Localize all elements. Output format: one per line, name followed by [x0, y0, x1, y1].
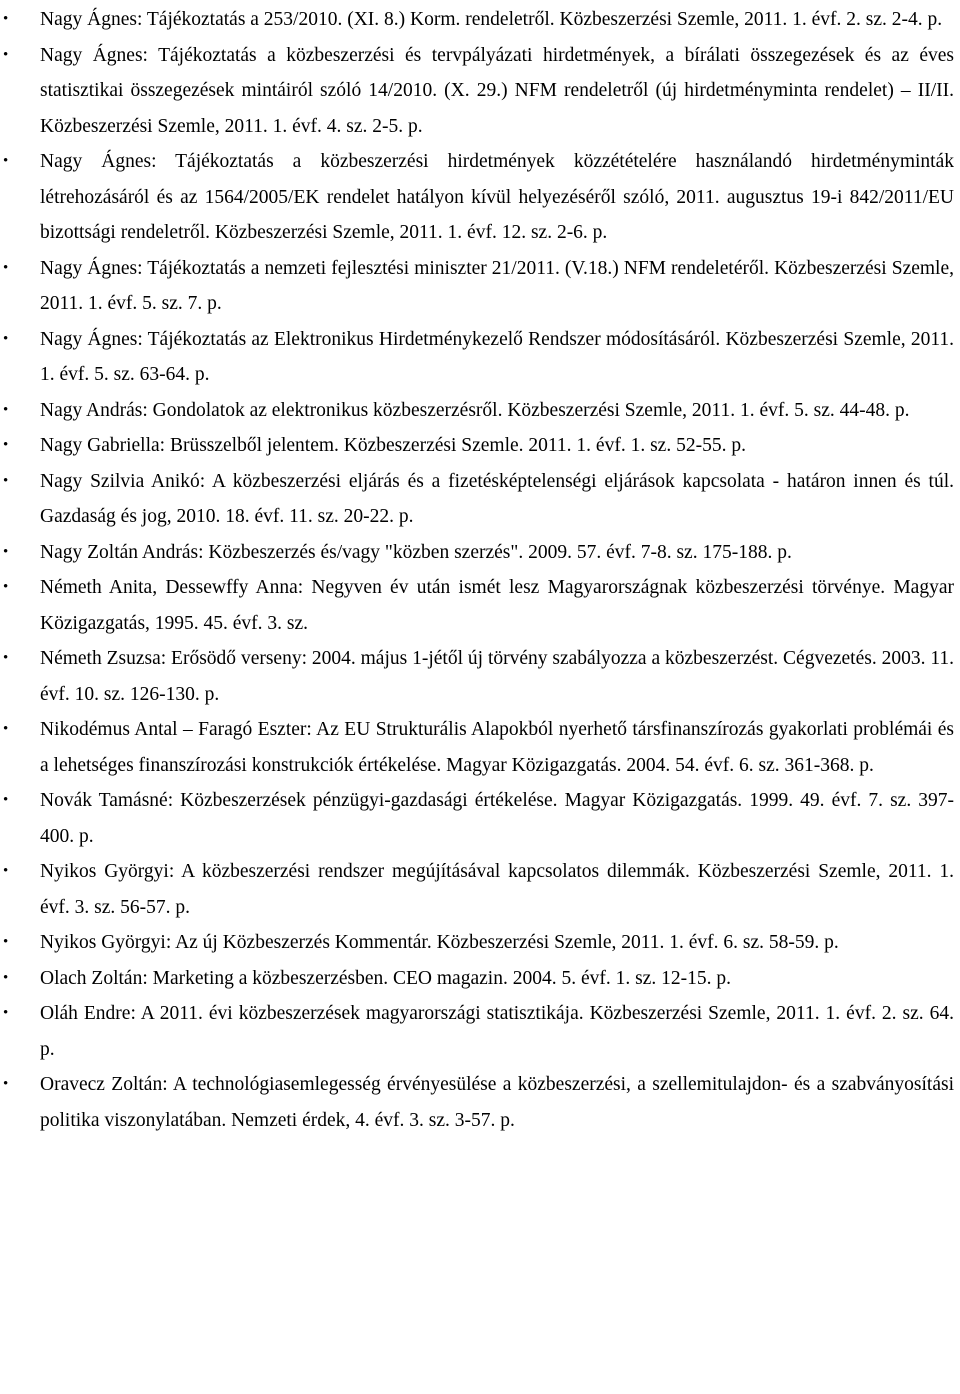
reference-text: Nyikos Györgyi: A közbeszerzési rendszer megújításával kapcsolatos dilemmák. Közbeszerzési Szemle, 2011. 1. évf. 3. sz. 56-57. p.	[40, 861, 954, 918]
reference-text: Nagy Ágnes: Tájékoztatás a 253/2010. (XI. 8.) Korm. rendeletről. Közbeszerzési Szemle, 2011. 1. évf. 2. sz. 2-4. p.	[40, 9, 943, 30]
bullet-icon: •	[3, 153, 9, 169]
reference-text: Nagy Zoltán András: Közbeszerzés és/vagy "közben szerzés". 2009. 57. évf. 7-8. sz. 175-188. p.	[40, 541, 792, 563]
list-item	[0, 854, 954, 925]
reference-text: Nagy Gabriella: Brüsszelből jelentem. Közbeszerzési Szemle. 2011. 1. évf. 1. sz. 52-55. p.	[40, 435, 746, 456]
reference-text: Oravecz Zoltán: A technológiasemlegesség érvényesülése a közbeszerzési, a szellemitulajdon- és a szabványosítási politika viszonylatában. Nemzeti érdek, 4. évf. 3. sz. 3-57. p.	[40, 1074, 954, 1131]
reference-text: Nikodémus Antal – Faragó Eszter: Az EU Strukturális Alapokból nyerhető társfinanszírozás gyakorlati problémái és a lehetséges finanszírozási konstrukciók értékelése. Magyar Közigazgatás. 2004. 54. évf. 6. sz. 361-368. p.	[40, 719, 954, 776]
list-item	[0, 712, 954, 783]
bullet-icon: •	[3, 330, 9, 347]
list-item	[0, 570, 954, 641]
list-item	[0, 322, 954, 393]
bullet-icon: •	[3, 1076, 9, 1092]
bullet-icon: •	[3, 437, 9, 453]
bullet-icon: •	[3, 721, 9, 737]
bullet-icon: •	[3, 792, 9, 808]
bullet-icon: •	[3, 1005, 9, 1021]
bullet-icon: •	[3, 543, 9, 560]
reference-text: Nagy Ágnes: Tájékoztatás a közbeszerzési és tervpályázati hirdetmények, a bírálati összegezések és az éves statisztikai összegezések mintáiról szóló 14/2010. (X. 29.) NFM rendeletről (új hirdetményminta rendelet) – II/II. Közbeszerzési Szemle, 2011. 1. évf. 4. sz. 2-5. p.	[40, 44, 954, 137]
bullet-icon: •	[3, 650, 9, 666]
bullet-icon: •	[3, 259, 9, 276]
reference-text: Novák Tamásné: Közbeszerzések pénzügyi-gazdasági értékelése. Magyar Közigazgatás. 1999. 49. évf. 7. sz. 397-400. p.	[40, 790, 954, 847]
list-item	[0, 38, 954, 145]
bullet-icon: •	[3, 472, 9, 489]
reference-text: Nagy Ágnes: Tájékoztatás a nemzeti fejlesztési miniszter 21/2011. (V.18.) NFM rendeletéről. Közbeszerzési Szemle, 2011. 1. évf. 5. sz. 7. p.	[40, 257, 954, 314]
reference-text: Nagy Ágnes: Tájékoztatás a közbeszerzési hirdetmények közzétételére használandó hirdetményminták létrehozásáról és az 1564/2005/EK rendelet hatályon kívül helyezéséről szóló, 2011. augusztus 19-i 842/2011/EU bizottsági rendeletről. Közbeszerzési Szemle, 2011. 1. évf. 12. sz. 2-6. p.	[40, 151, 954, 243]
bullet-icon: •	[3, 46, 9, 63]
list-item	[0, 251, 954, 322]
list-item	[0, 1067, 954, 1138]
bullet-icon: •	[3, 934, 9, 950]
reference-text: Oláh Endre: A 2011. évi közbeszerzések magyarországi statisztikája. Közbeszerzési Szemle, 2011. 1. évf. 2. sz. 64. p.	[40, 1003, 954, 1060]
bullet-icon: •	[3, 863, 9, 879]
reference-text: Olach Zoltán: Marketing a közbeszerzésben. CEO magazin. 2004. 5. évf. 1. sz. 12-15. p.	[40, 967, 731, 989]
list-item	[0, 996, 954, 1067]
reference-text: Németh Zsuzsa: Erősödő verseny: 2004. május 1-jétől új törvény szabályozza a közbeszerzést. Cégvezetés. 2003. 11. évf. 10. sz. 126-130. p.	[40, 648, 954, 705]
list-item	[0, 2, 954, 38]
reference-list	[0, 2, 954, 1138]
list-item	[0, 925, 954, 961]
bullet-icon: •	[3, 11, 9, 27]
list-item	[0, 144, 954, 251]
list-item	[0, 961, 954, 997]
list-item	[0, 393, 954, 429]
reference-text: Nagy Szilvia Anikó: A közbeszerzési eljárás és a fizetésképtelenségi eljárások kapcsolata - határon innen és túl. Gazdaság és jog, 2010. 18. évf. 11. sz. 20-22. p.	[40, 470, 954, 527]
bullet-icon: •	[3, 579, 9, 595]
reference-text: Nagy Ágnes: Tájékoztatás az Elektronikus Hirdetménykezelő Rendszer módosításáról. Közbeszerzési Szemle, 2011. 1. évf. 5. sz. 63-64. p.	[40, 328, 954, 385]
reference-text: Nyikos Györgyi: Az új Közbeszerzés Kommentár. Közbeszerzési Szemle, 2011. 1. évf. 6. sz. 58-59. p.	[40, 932, 839, 953]
list-item	[0, 783, 954, 854]
reference-text: Nagy András: Gondolatok az elektronikus közbeszerzésről. Közbeszerzési Szemle, 2011. 1. évf. 5. sz. 44-48. p.	[40, 399, 910, 421]
list-item	[0, 464, 954, 535]
bullet-icon: •	[3, 401, 9, 418]
reference-text: Németh Anita, Dessewffy Anna: Negyven év után ismét lesz Magyarországnak közbeszerzési törvénye. Magyar Közigazgatás, 1995. 45. évf. 3. sz.	[40, 577, 954, 634]
bullet-icon: •	[3, 969, 9, 986]
list-item	[0, 641, 954, 712]
list-item	[0, 535, 954, 571]
list-item	[0, 428, 954, 464]
